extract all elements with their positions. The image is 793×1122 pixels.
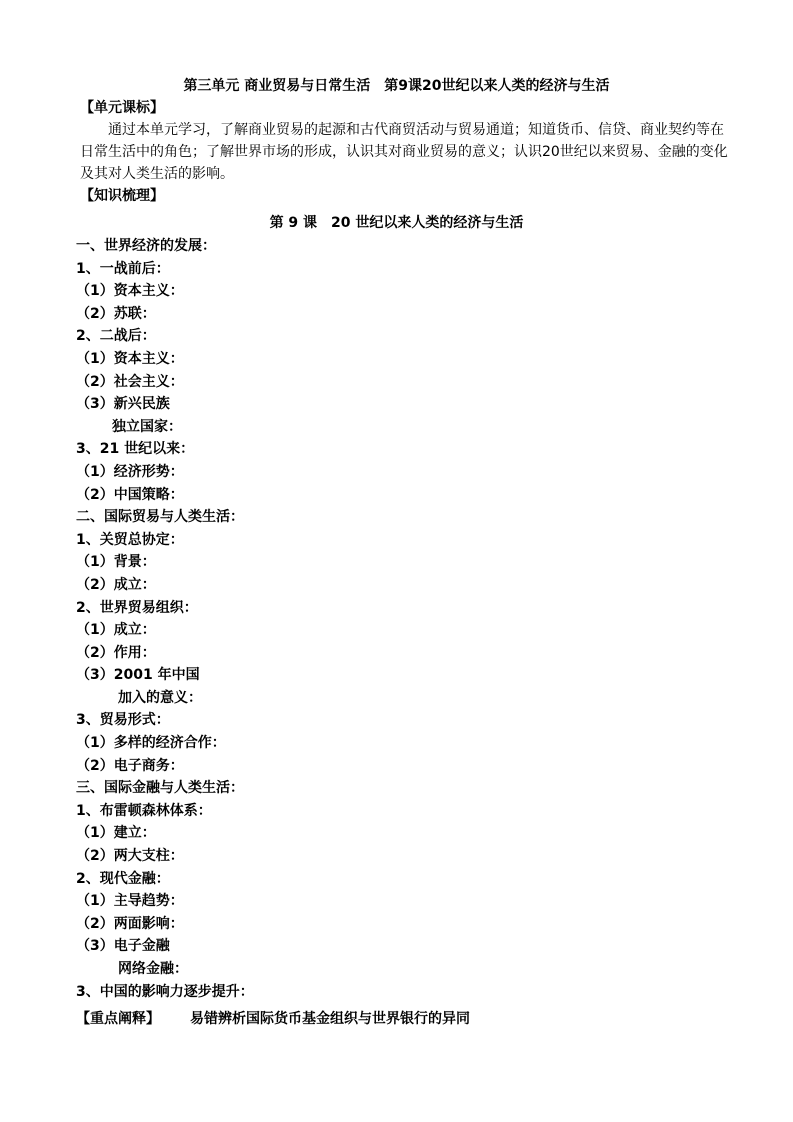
key-point-text: 易错辨析国际货币基金组织与世界银行的异同 [190, 1011, 470, 1027]
outline-line: （2）两大支柱： [76, 848, 184, 865]
outline-line: 加入的意义： [118, 689, 202, 706]
outline-line: （2）作用： [76, 644, 156, 661]
outline-line: 3、中国的影响力逐步提升： [76, 983, 254, 1000]
knowledge-heading: 【知识梳理】 [80, 188, 164, 204]
unit-standard-heading: 【单元课标】 [80, 100, 164, 116]
outline-line: 3、21 世纪以来： [76, 441, 195, 458]
outline-line: （1）背景： [76, 554, 156, 571]
outline-line: 2、世界贸易组织： [76, 599, 198, 616]
outline-line: 2、二战后： [76, 328, 156, 345]
outline-line: （1）资本主义： [76, 350, 184, 367]
outline-line: 独立国家： [112, 418, 182, 435]
outline-line: （3）2001 年中国 [76, 667, 200, 684]
outline-line: （2）电子商务： [76, 757, 184, 774]
outline-line: 2、现代金融： [76, 870, 170, 887]
key-point [76, 1008, 470, 1030]
outline-line: 1、关贸总协定： [76, 531, 184, 548]
outline-line: （1）建立： [76, 825, 156, 842]
outline-line: 1、一战前后： [76, 260, 170, 277]
knowledge-outline [76, 235, 756, 1003]
outline-line: （1）主导趋势： [76, 893, 184, 910]
lesson-title: 第 9 课 20 世纪以来人类的经济与生活 [269, 215, 524, 231]
outline-line: （3）电子金融 [76, 938, 170, 955]
outline-line: （2）苏联： [76, 305, 156, 322]
outline-line: 二、国际贸易与人类生活： [76, 509, 244, 526]
outline-line: 3、贸易形式： [76, 712, 170, 729]
key-point-heading: 【重点阐释】 [76, 1011, 160, 1027]
outline-line: （2）成立： [76, 576, 156, 593]
page-title: 第三单元 商业贸易与日常生活 第9课20世纪以来人类的经济与生活 [183, 78, 610, 94]
unit-standard-text: 通过本单元学习，了解商业贸易的起源和古代商贸活动与贸易通道；知道货币、信贷、商业契约等在日常生活中的角色；了解世界市场的形成，认识其对商业贸易的意义；认识20世纪以来贸易、金融的变化及其对人类生活的影响。 [80, 122, 728, 182]
outline-line: （1）成立： [76, 622, 156, 639]
outline-line: （3）新兴民族 [76, 396, 170, 413]
outline-line: （2）社会主义： [76, 373, 184, 390]
outline-line: （1）资本主义： [76, 283, 184, 300]
unit-standard-paragraph [80, 119, 730, 185]
outline-line: （1）经济形势： [76, 463, 184, 480]
outline-line: （1）多样的经济合作： [76, 735, 226, 752]
outline-line: （2）中国策略： [76, 486, 184, 503]
outline-line: 一、世界经济的发展： [76, 238, 216, 254]
outline-line: 网络金融： [118, 961, 188, 977]
outline-line: 三、国际金融与人类生活： [76, 780, 244, 797]
outline-line: 1、布雷顿森林体系： [76, 802, 212, 819]
outline-line: （2）两面影响： [76, 915, 184, 932]
